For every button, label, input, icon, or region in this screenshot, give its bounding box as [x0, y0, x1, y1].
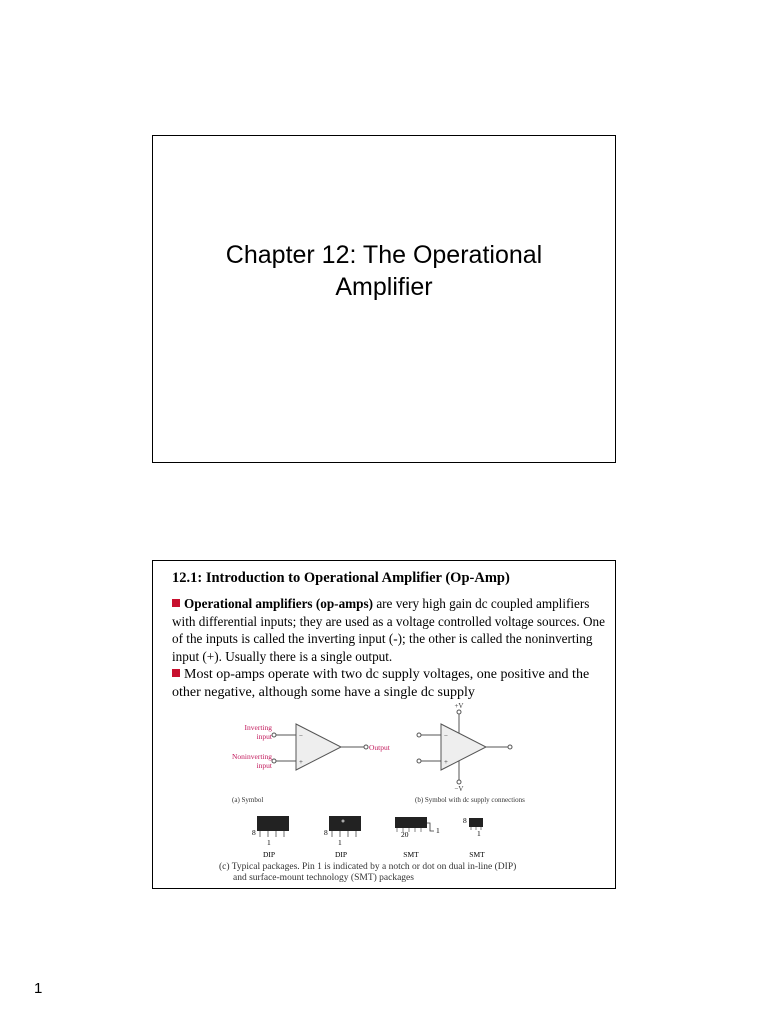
minus-sign-b: −	[444, 732, 448, 740]
pin8-label-2: 8	[324, 828, 328, 837]
pkg-label-smt-1: SMT	[403, 850, 419, 859]
inverting-label-2: input	[256, 732, 272, 741]
caption-a: (a) Symbol	[232, 796, 264, 804]
noninverting-label-1: Noninverting	[232, 752, 272, 761]
pkg-label-dip-1: DIP	[262, 850, 276, 859]
dip-package-2	[329, 816, 361, 837]
caption-c-line-1: (c) Typical packages. Pin 1 is indicated by a notch or dot on dual in-line (DIP)	[219, 862, 517, 872]
inverting-label-1: Inverting	[244, 723, 272, 732]
plus-sign-b: +	[444, 758, 448, 766]
op-amp-figure	[153, 561, 615, 888]
caption-c-line-2: and surface-mount technology (SMT) packages	[233, 873, 414, 883]
page-number: 1	[34, 980, 43, 997]
noninverting-label-2: input	[256, 761, 272, 770]
caption-b: (b) Symbol with dc supply connections	[415, 796, 525, 804]
pin1-label-2: 1	[338, 838, 342, 847]
chapter-title-line-1: Chapter 12: The Operational	[225, 241, 543, 269]
dip-package-1	[257, 816, 289, 837]
bold-term: Operational amplifiers (op-amps)	[184, 596, 374, 611]
slide-chapter-title	[152, 135, 616, 463]
smt-package-8	[469, 818, 483, 830]
chapter-title-line-2: Amplifier	[335, 273, 433, 301]
output-label: Output	[369, 743, 390, 752]
pin1-label-3: 1	[436, 826, 440, 835]
pos-supply-label: +V	[454, 702, 464, 710]
pin1-label-1: 1	[267, 838, 271, 847]
pkg-label-smt-2: SMT	[469, 850, 485, 859]
minus-sign-a: −	[299, 732, 303, 740]
chapter-title	[153, 239, 615, 303]
pin8-label-1: 8	[252, 828, 256, 837]
plus-sign-a: +	[299, 758, 303, 766]
pkg-label-dip-2: DIP	[334, 850, 348, 859]
pin8-label-3: 8	[463, 816, 467, 825]
slide-intro-op-amp	[152, 560, 616, 889]
pin20-label: 20	[401, 830, 409, 839]
pin1-label-4: 1	[477, 829, 481, 838]
neg-supply-label: −V	[454, 785, 464, 793]
bullet-2-text: Most op-amps operate with two dc supply voltages, one positive and the other negative, although some have a single dc supply	[172, 667, 590, 700]
bullet-1-text: are very high gain dc coupled amplifiers with differential inputs; they are used as a voltage controlled voltage sources. One of the inputs is called the inverting input (-); the other is called the noninverting input (+). Usually there is a single output.	[172, 596, 605, 664]
section-heading: 12.1: Introduction to Operational Amplifier (Op-Amp)	[172, 570, 510, 586]
